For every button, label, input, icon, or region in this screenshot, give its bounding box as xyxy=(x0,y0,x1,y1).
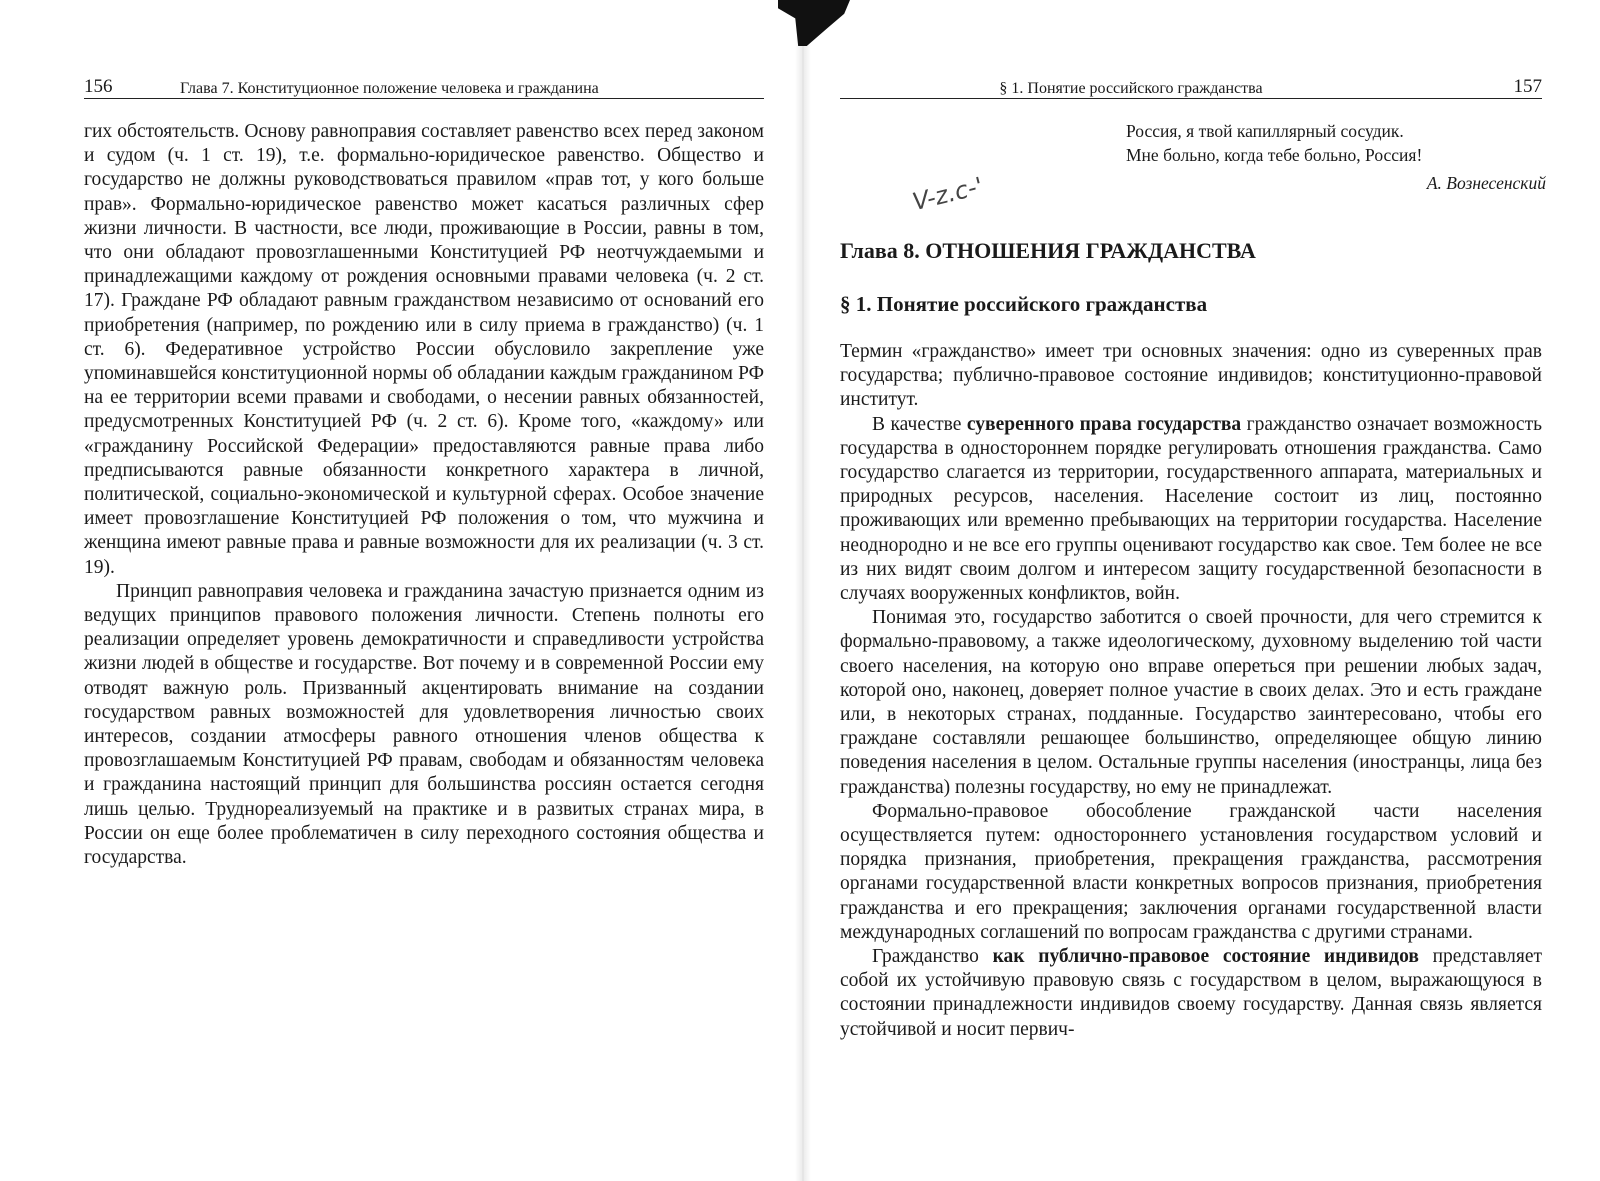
p5-start: Гражданство xyxy=(872,946,993,968)
right-paragraph-4: Формально-правовое обособление гражданской части населения осуществляется путем: одностороннего установления государством условий и порядка признания, приобретения, прекращения гражданства, рассмотрения органами государственной власти конкретных вопросов признания, приобретения гражданства и его прекращения; заключения органами государственной власти международных соглашений по вопросам гражданства с другими странами. xyxy=(840,800,1542,943)
epigraph-line-1: Россия, я твой капиллярный сосудик. xyxy=(1126,121,1404,141)
left-paragraph-2: Принцип равноправия человека и гражданина зачастую признается одним из ведущих принципов правового положения личности. Степень полноты его реализации определяет уровень демократичности и справедливости устройства жизни людей в обществе и государстве. Вот почему и в современной России ему отводят важную роль. Призванный акцентировать внимание на создании государством равных возможностей для удовлетворения личностью своих интересов, создании атмосферы равного отношения членов общества к провозглашаемым Конституцией РФ правам, свободам и обязанностям человека и гражданина настоящий принцип для большинства россиян остается сегодня лишь целью. Труднореализуемый на практике и в развитых странах мира, в России он еще более проблематичен в силу переходного состояния общества и государства. xyxy=(84,580,764,869)
book-gutter xyxy=(795,0,811,1181)
left-body-text xyxy=(84,120,764,870)
left-page xyxy=(0,0,795,1181)
handwritten-note: V-z.c-' xyxy=(909,171,986,217)
p2-bold-term: суверенного права государства xyxy=(966,413,1242,435)
right-paragraph-2 xyxy=(840,413,1542,607)
left-running-head xyxy=(84,72,764,99)
right-paragraph-3: Понимая это, государство заботится о своей прочности, для чего стремится к формально-правовому, а также идеологическому, духовному выделению той части своего населения, на которую оно вправе опереться при решении любых задач, которой оно, наконец, доверяет полное участие в своих делах. Это и есть граждане или, в некоторых странах, подданные. Государство заинтересовано, чтобы его граждане составляли решающее большинство, определяющее общую линию поведения населения в целом. Остальные группы населения (иностранцы, лица без гражданства) полезны государству, но ему не принадлежат. xyxy=(840,607,1542,798)
p5-rest: представляет собой их устойчивую правовую связь с государством в целом, выражающуюся в состоянии принадлежности индивидов своему государству. Данная связь является устойчивой и носит первич- xyxy=(840,946,1542,1040)
p5-bold-term: как публично-правовое состояние индивидов xyxy=(992,946,1419,968)
left-running-title: Глава 7. Конституционное положение человека и гражданина xyxy=(180,80,599,97)
right-body-text xyxy=(840,340,1542,1042)
left-paragraph-1: гих обстоятельств. Основу равноправия составляет равенство всех перед законом и судом (ч. 1 ст. 19), т.е. формально-юридическое равенство. Общество и государство не должны руководствоваться правилом «прав тот, у кого больше прав». Формально-юридическое равенство может касаться различных сфер жизни личности. В частности, все люди, проживающие в России, равны в том, что они обладают провозглашенными Конституцией РФ неотчуждаемыми и принадлежащими каждому от рождения основными правами человека (ч. 2 ст. 17). Граждане РФ обладают равным гражданством независимо от оснований его приобретения (например, по рождению или в силу приема в гражданство) (ч. 1 ст. 6). Федеративное устройство России обусловило закрепление уже упоминавшейся конституционной нормы об обладании каждым гражданином РФ на ее территории всеми правами и свободами, о несении равных обязанностей, предусмотренных Конституцией РФ (ч. 2 ст. 6). Кроме того, «каждому» или «гражданину Российской Федерации» предоставляются равные права либо предписываются равные обязанности конкретного характера в личной, политической, социально-экономической и культурной сферах. Особое значение имеет провозглашение Конституцией РФ положения о том, что мужчина и женщина имеют равные права и равные возможности для их реализации (ч. 3 ст. 19). xyxy=(84,121,764,578)
epigraph xyxy=(1126,119,1546,195)
epigraph-line-2: Мне больно, когда тебе больно, Россия! xyxy=(1126,145,1423,165)
left-page-number: 156 xyxy=(84,76,113,97)
right-running-head xyxy=(840,72,1542,99)
right-running-title: § 1. Понятие российского гражданства xyxy=(999,80,1263,97)
p2-rest: гражданство означает возможность государства в одностороннем порядке регулировать отношения гражданства. Само государство слагается из территории, государственного аппарата, материальных и природных ресурсов, населения. Население состоит из лиц, постоянно проживающих или временно пребывающих на территории государства. Население неоднородно и не все его группы оценивают государство как свое. Тем более не все из них видят своим долгом и интересом защиту государственной безопасности в случаях вооруженных конфликтов, войн. xyxy=(840,413,1542,605)
right-page xyxy=(812,0,1600,1181)
p2-start: В качестве xyxy=(872,413,967,435)
section-title: § 1. Понятие российского гражданства xyxy=(840,292,1208,316)
epigraph-author: А. Вознесенский xyxy=(1426,173,1546,193)
right-paragraph-5 xyxy=(840,945,1542,1042)
right-paragraph-1: Термин «гражданство» имеет три основных значения: одно из суверенных прав государства; публично-правовое состояние индивидов; конституционно-правовой институт. xyxy=(840,341,1542,411)
chapter-title: Глава 8. ОТНОШЕНИЯ ГРАЖДАНСТВА xyxy=(840,238,1256,263)
right-page-number: 157 xyxy=(1513,76,1542,97)
